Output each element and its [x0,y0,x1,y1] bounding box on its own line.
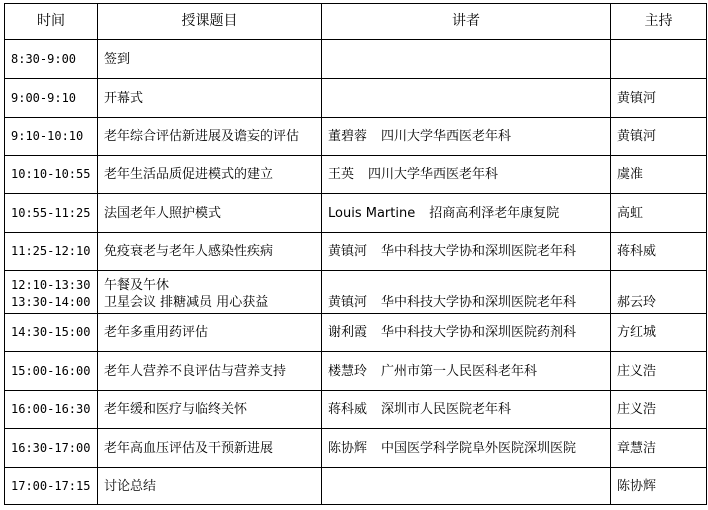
speaker-cell [322,429,611,468]
speaker-cell [322,194,611,233]
speaker-cell [322,314,611,352]
topic-cell: 老年综合评估新进展及谵妄的评估 [98,118,322,156]
speaker-name: 董碧蓉 [328,129,368,144]
speaker-cell [322,79,611,118]
time-cell: 17:00-17:15 [5,468,98,505]
schedule-table [4,3,707,505]
host-cell: 郝云玲 [611,271,707,314]
time-cell: 10:55-11:25 [5,194,98,233]
topic-cell [98,271,322,314]
speaker-name: 黄镇河 [328,295,368,310]
speaker-cell [322,40,611,79]
topic-cell: 法国老年人照护模式 [98,194,322,233]
speaker-cell [322,352,611,391]
header-time: 时间 [5,4,98,40]
speaker-cell [322,156,611,194]
header-speaker: 讲者 [322,4,611,40]
speaker-cell [322,468,611,505]
time-line: 13:30-14:00 [11,295,91,309]
host-cell: 虞准 [611,156,707,194]
topic-cell: 讨论总结 [98,468,322,505]
topic-line: 卫星会议 排糖减员 用心获益 [104,295,269,310]
time-cell: 15:00-16:00 [5,352,98,391]
speaker-name: Louis Martine [328,205,416,221]
header-host: 主持 [611,4,707,40]
speaker-cell [322,391,611,429]
host-cell: 黄镇河 [611,118,707,156]
time-cell: 14:30-15:00 [5,314,98,352]
speaker-org: 中国医学科学院阜外医院深圳医院 [381,440,577,456]
time-cell: 9:00-9:10 [5,79,98,118]
topic-line: 午餐及午休 [104,278,170,293]
table-row [5,194,707,233]
time-cell: 8:30-9:00 [5,40,98,79]
speaker-org: 深圳市人民医院老年科 [381,402,512,417]
speaker-name: 王英 [328,167,355,182]
host-cell: 高虹 [611,194,707,233]
time-cell: 11:25-12:10 [5,233,98,271]
time-cell [5,271,98,314]
speaker-name: 黄镇河 [328,244,368,259]
host-cell [611,40,707,79]
speaker-name: 谢利霞 [328,325,368,340]
topic-cell: 老年高血压评估及干预新进展 [98,429,322,468]
table-row [5,40,707,79]
speaker-name: 楼慧玲 [328,363,368,379]
time-line: 12:10-13:30 [11,278,91,292]
table-row [5,468,707,505]
table-row [5,79,707,118]
table-row [5,233,707,271]
host-cell: 庄义浩 [611,352,707,391]
host-cell: 蒋科威 [611,233,707,271]
speaker-org: 招商高利泽老年康复院 [429,205,560,221]
speaker-org: 华中科技大学协和深圳医院老年科 [381,244,577,259]
topic-cell: 开幕式 [98,79,322,118]
table-row [5,314,707,352]
header-row [5,4,707,40]
topic-cell: 签到 [98,40,322,79]
time-cell: 9:10-10:10 [5,118,98,156]
topic-cell: 免疫衰老与老年人感染性疾病 [98,233,322,271]
topic-cell: 老年人营养不良评估与营养支持 [98,352,322,391]
host-cell: 章慧洁 [611,429,707,468]
host-cell: 方红城 [611,314,707,352]
topic-cell: 老年生活品质促进模式的建立 [98,156,322,194]
table-row [5,118,707,156]
table-row [5,156,707,194]
topic-cell: 老年缓和医疗与临终关怀 [98,391,322,429]
topic-cell: 老年多重用药评估 [98,314,322,352]
time-cell: 16:00-16:30 [5,391,98,429]
table-row [5,391,707,429]
speaker-org: 四川大学华西医老年科 [381,129,512,144]
speaker-org: 广州市第一人民医科老年科 [381,363,538,379]
speaker-name: 蒋科威 [328,402,368,417]
speaker-org: 四川大学华西医老年科 [368,167,499,182]
speaker-name: 陈协辉 [328,440,368,456]
time-cell: 10:10-10:55 [5,156,98,194]
table-row [5,271,707,314]
table-row [5,352,707,391]
speaker-cell [322,233,611,271]
table-row [5,429,707,468]
host-cell: 陈协辉 [611,468,707,505]
time-cell: 16:30-17:00 [5,429,98,468]
speaker-cell [322,118,611,156]
speaker-org: 华中科技大学协和深圳医院老年科 [381,295,577,310]
speaker-org: 华中科技大学协和深圳医院药剂科 [381,325,577,340]
speaker-cell [322,271,611,314]
host-cell: 庄义浩 [611,391,707,429]
header-topic: 授课题目 [98,4,322,40]
host-cell: 黄镇河 [611,79,707,118]
